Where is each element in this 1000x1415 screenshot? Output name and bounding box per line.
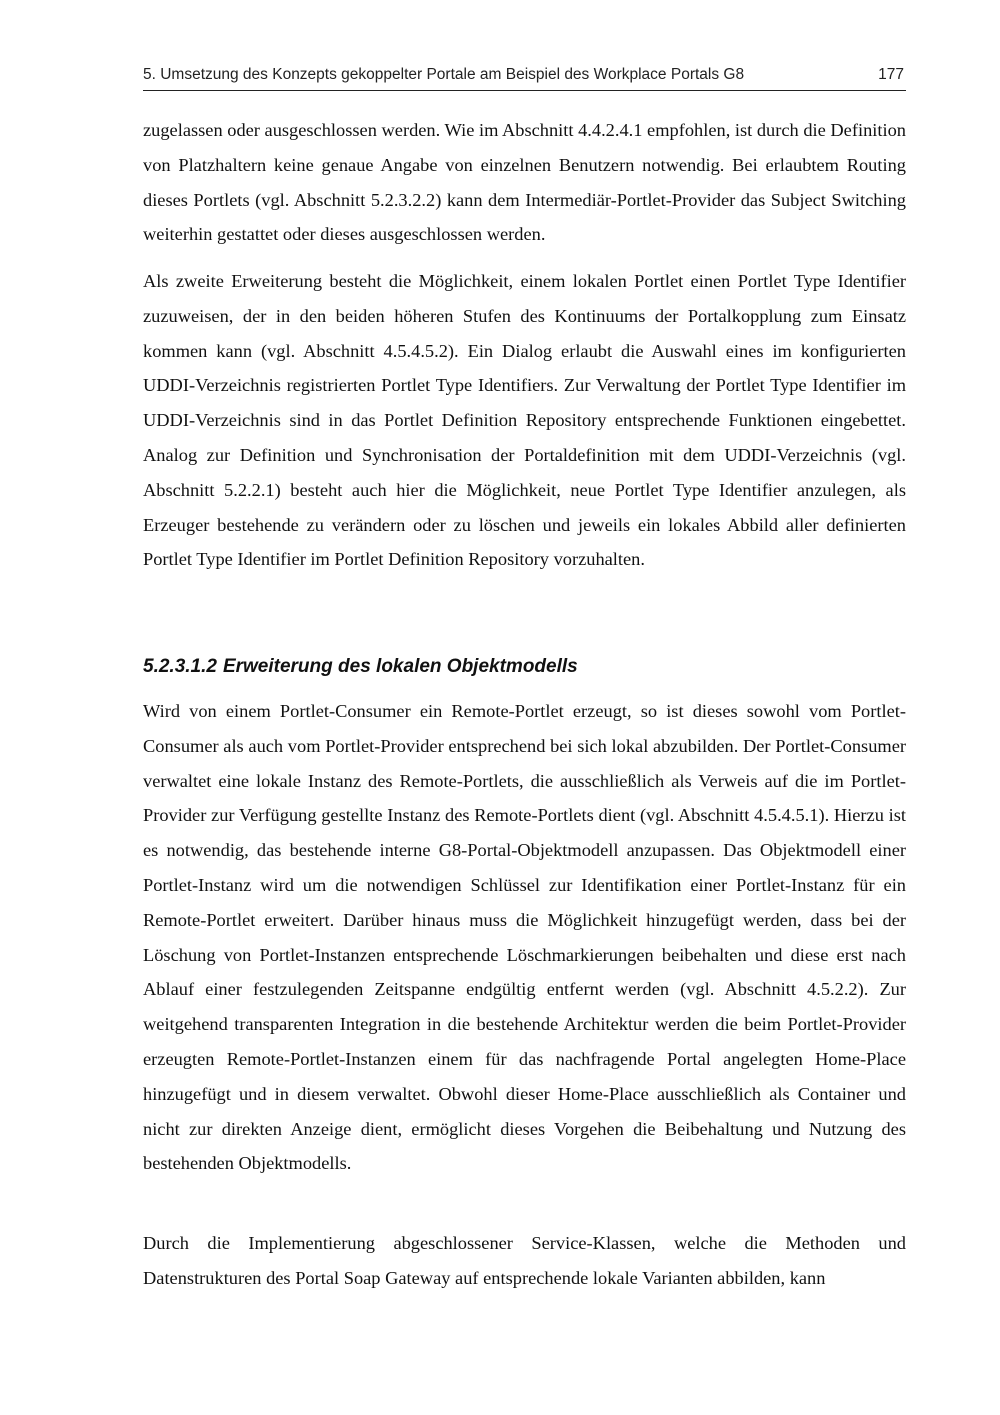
paragraph-service-classes: Durch die Implementierung abgeschlossener Service-Klassen, welche die Methoden und Datenstrukturen des Portal Soap Gateway auf entsprechende lokale Varianten abbilden, kann: [143, 1233, 906, 1288]
section-number: 5.2.3.1.2: [143, 656, 217, 677]
section-heading: [143, 654, 578, 680]
running-title: 5. Umsetzung des Konzepts gekoppelter Portale am Beispiel des Workplace Portals G8: [143, 66, 745, 83]
paragraph-portlet-type-identifier: Als zweite Erweiterung besteht die Möglichkeit, einem lokalen Portlet einen Portlet Type Identifier zuzuweisen, der in den beiden höheren Stufen des Kontinuums der Portalkopplung zum Einsatz kommen kann (vgl. Abschnitt 4.5.4.5.2). Ein Dialog erlaubt die Auswahl eines im konfigurierten UDDI-Verzeichnis registrierten Portlet Type Identifiers. Zur Verwaltung der Portlet Type Identifier im UDDI-Verzeichnis sind in das Portlet Definition Repository entsprechende Funktionen eingebettet. Analog zur Definition und Synchronisation der Portaldefinition mit dem UDDI-Verzeichnis (vgl. Abschnitt 5.2.2.1) besteht auch hier die Möglichkeit, neue Portlet Type Identifier anzulegen, als Erzeuger bestehende zu verändern oder zu löschen und jeweils ein lokales Abbild aller definierten Portlet Type Identifier im Portlet Definition Repository vorzuhalten.: [143, 271, 906, 570]
paragraph-continuation: zugelassen oder ausgeschlossen werden. Wie im Abschnitt 4.4.2.4.1 empfohlen, ist durch die Definition von Platzhaltern keine genaue Angabe von einzelnen Benutzern notwendig. Bei erlaubtem Routing dieses Portlets (vgl. Abschnitt 5.2.3.2.2) kann dem Intermediär-Portlet-Provider das Subject Switching weiterhin gestattet oder dieses ausgeschlossen werden.: [143, 120, 906, 245]
section-title: Erweiterung des lokalen Objektmodells: [222, 656, 578, 677]
paragraph-object-model: Wird von einem Portlet-Consumer ein Remote-Portlet erzeugt, so ist dieses sowohl vom Portlet-Consumer als auch vom Portlet-Provider entsprechend bei sich lokal abzubilden. Der Portlet-Consumer verwaltet eine lokale Instanz des Remote-Portlets, die ausschließlich als Verweis auf die im Portlet-Provider zur Verfügung gestellte Instanz des Remote-Portlets dient (vgl. Abschnitt 4.5.4.5.1). Hierzu ist es notwendig, das bestehende interne G8-Portal-Objektmodell anzupassen. Das Objektmodell einer Portlet-Instanz wird um die notwendigen Schlüssel zur Identifikation einer Portlet-Instanz für ein Remote-Portlet erweitert. Darüber hinaus muss die Möglichkeit hinzugefügt werden, dass bei der Löschung von Portlet-Instanzen entsprechende Löschmarkierungen beibehalten und diese erst nach Ablauf einer festzulegenden Zeitspanne endgültig entfernt werden (vgl. Abschnitt 4.5.2.2). Zur weitgehend transparenten Integration in die bestehende Architektur werden die beim Portlet-Provider erzeugten Remote-Portlet-Instanzen einem für das nachfragende Portal angelegten Home-Place hinzugefügt und in diesem verwaltet. Obwohl dieser Home-Place ausschließlich als Container und nicht zur direkten Anzeige dient, ermöglicht dieses Vorgehen die Beibehaltung und Nutzung des bestehenden Objektmodells.: [143, 701, 906, 1174]
page-number: 177: [878, 66, 904, 83]
document-page: [143, 0, 906, 1415]
running-header: [143, 64, 906, 91]
